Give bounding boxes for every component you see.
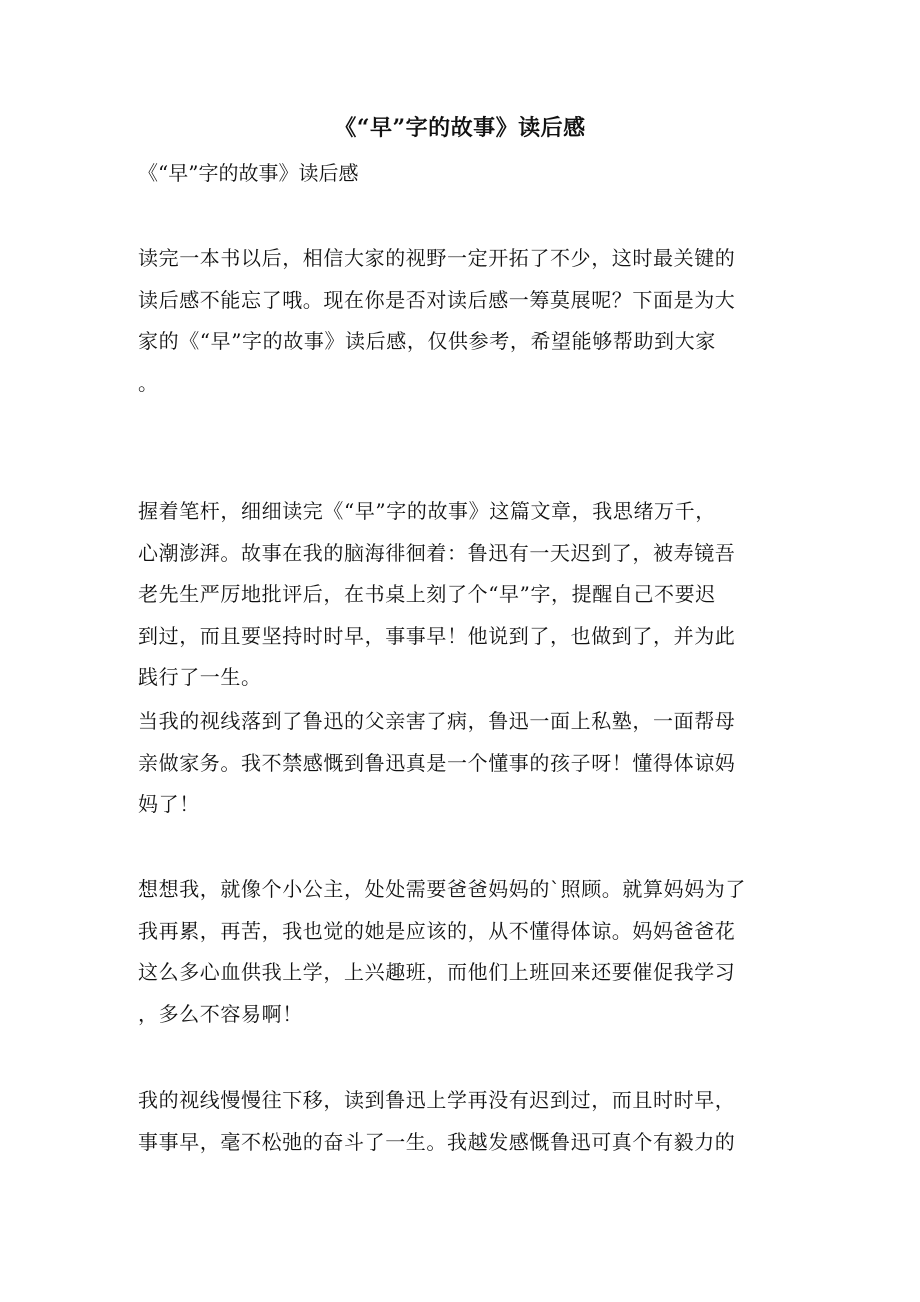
document-subtitle: 《“早”字的故事》读后感 (138, 161, 359, 185)
paragraph-1: 读完一本书以后，相信大家的视野一定开拓了不少，这时最关键的 读后感不能忘了哦。现在你是否对读后感一筹莫展呢？下面是为大 家的《“早”字的故事》读后感，仅供参考，希望能够帮助到大家 。 (138, 246, 736, 395)
paragraph-3: 当我的视线落到了鲁迅的父亲害了病，鲁迅一面上私塾，一面帮母 亲做家务。我不禁感慨到鲁迅真是一个懂事的孩子呀！懂得体谅妈 妈了！ (138, 709, 736, 816)
document-title: 《“早”字的故事》读后感 (334, 115, 586, 141)
paragraph-5: 我的视线慢慢往下移，读到鲁迅上学再没有迟到过，而且时时早， 事事早，毫不松弛的奋斗了一生。我越发感慨鲁迅可真个有毅力的 (138, 1088, 736, 1154)
paragraph-4: 想想我，就像个小公主，处处需要爸爸妈妈的`照顾。就算妈妈为了 我再累，再苦，我也觉的她是应该的，从不懂得体谅。妈妈爸爸花 这么多心血供我上学，上兴趣班，而他们上班回来还要催促我学习 ，多么不容易啊！ (138, 877, 746, 1026)
paragraph-2: 握着笔杆，细细读完《“早”字的故事》这篇文章，我思绪万千， 心潮澎湃。故事在我的脑海徘徊着：鲁迅有一天迟到了，被寿镜吾 老先生严厉地批评后，在书桌上刻了个“早”字，提醒自己不要迟 到过，而且要坚持时时早，事事早！他说到了，也做到了，并为此 践行了一生。 (138, 499, 736, 689)
